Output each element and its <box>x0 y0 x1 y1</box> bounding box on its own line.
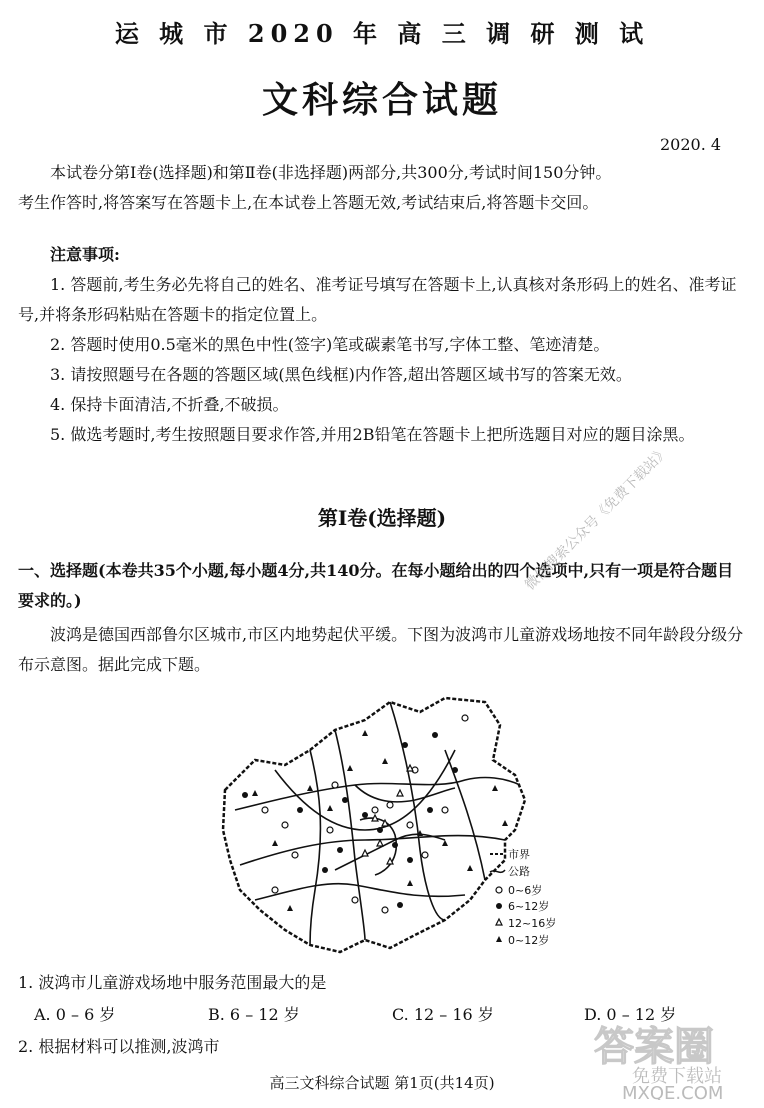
section-heading: 第Ⅰ卷(选择题) <box>317 506 447 530</box>
city-boundary <box>223 698 525 952</box>
section-instructions: 一、选择题(本卷共35个小题,每小题4分,共140分。在每小题给出的四个选项中,只有一项是符合题目要求的。) <box>18 561 734 610</box>
logo-main-text: 答案圈 <box>594 1024 714 1070</box>
legend-12-16: 12~16岁 <box>508 917 557 930</box>
intro-line-1: 本试卷分第Ⅰ卷(选择题)和第Ⅱ卷(非选择题)两部分,共300分,考试时间150分钟。 <box>50 163 612 182</box>
notice-title: 注意事项: <box>50 245 120 264</box>
question-1-option-b: B. 6 – 12 岁 <box>208 1005 300 1024</box>
logo-domain: MXQE.COM <box>622 1083 724 1100</box>
notice-item-3: 3. 请按照题号在各题的答题区域(黑色线框)内作答,超出答题区域书写的答案无效。 <box>50 365 632 384</box>
question-1-stem: 1. 波鸿市儿童游戏场地中服务范围最大的是 <box>18 973 327 992</box>
question-1-option-c: C. 12 – 16 岁 <box>392 1005 494 1024</box>
legend-0-12: 0~12岁 <box>508 934 550 947</box>
exam-title: 运 城 市 2020 年 高 三 调 研 测 试 <box>114 19 650 48</box>
page-footer: 高三文科综合试题 第1页(共14页) <box>269 1074 495 1092</box>
legend-road: 公路 <box>508 865 530 878</box>
passage: 波鸿是德国西部鲁尔区城市,市区内地势起伏平缓。下图为波鸿市儿童游戏场地按不同年龄段分级分布示意图。据此完成下题。 <box>18 625 744 674</box>
logo-sub-text: 免费下载站 <box>632 1066 722 1087</box>
notice-item-1: 1. 答题前,考生务必先将自己的姓名、准考证号填写在答题卡上,认真核对条形码上的姓名、准考证号,并将条形码粘贴在答题卡的指定位置上。 <box>18 275 737 324</box>
marker-12-16 <box>362 765 413 864</box>
intro-line-2: 考生作答时,将答案写在答题卡上,在本试卷上答题无效,考试结束后,将答题卡交回。 <box>18 193 599 212</box>
notice-item-2: 2. 答题时使用0.5毫米的黑色中性(签字)笔或碳素笔书写,字体工整、笔迹清楚。 <box>50 335 610 354</box>
notice-item-5: 5. 做选考题时,考生按照题目要求作答,并用2B铅笔在答题卡上把所选题目对应的题目涂黑。 <box>50 425 695 444</box>
question-2-stem: 2. 根据材料可以推测,波鸿市 <box>18 1037 220 1056</box>
map-legend <box>490 848 556 947</box>
question-1-option-d: D. 0 – 12 岁 <box>584 1005 677 1024</box>
legend-city-boundary: 市界 <box>508 848 530 861</box>
notice-item-4: 4. 保持卡面清洁,不折叠,不破损。 <box>50 395 289 414</box>
city-playground-map <box>215 690 565 960</box>
legend-0-6: 0~6岁 <box>508 884 543 897</box>
roads <box>235 702 520 945</box>
watermark: 微信搜索公众号《免费下载站》 <box>522 443 673 594</box>
legend-6-12: 6~12岁 <box>508 900 550 913</box>
exam-date: 2020. 4 <box>660 135 722 154</box>
question-1-option-a: A. 0 – 6 岁 <box>34 1005 116 1024</box>
subject-title: 文科综合试题 <box>261 79 502 121</box>
